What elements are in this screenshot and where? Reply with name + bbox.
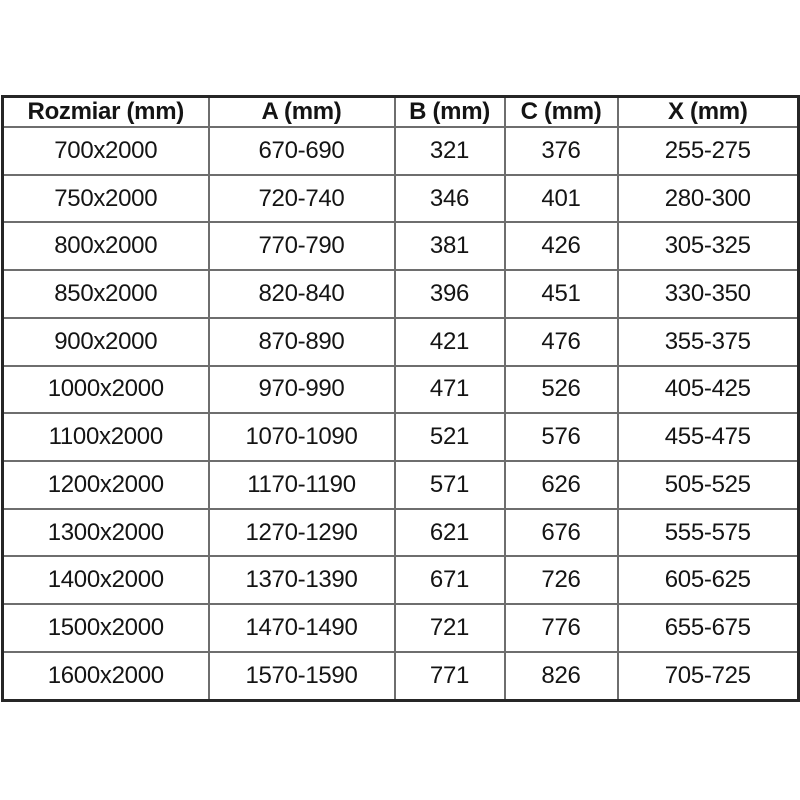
- cell-b: 671: [395, 556, 505, 604]
- size-table-body: [3, 127, 799, 701]
- cell-rozmiar: 850x2000: [3, 270, 209, 318]
- cell-a: 820-840: [209, 270, 395, 318]
- cell-b: 396: [395, 270, 505, 318]
- cell-a: 1570-1590: [209, 652, 395, 701]
- size-table-head: [3, 97, 799, 128]
- cell-x: 505-525: [618, 461, 799, 509]
- table-row: [3, 461, 799, 509]
- cell-a: 870-890: [209, 318, 395, 366]
- column-header-a: A (mm): [209, 97, 395, 128]
- cell-x: 280-300: [618, 175, 799, 223]
- cell-rozmiar: 1200x2000: [3, 461, 209, 509]
- cell-c: 426: [505, 222, 618, 270]
- column-header-rozmiar: Rozmiar (mm): [3, 97, 209, 128]
- cell-rozmiar: 1000x2000: [3, 366, 209, 414]
- header-row: [3, 97, 799, 128]
- cell-a: 670-690: [209, 127, 395, 175]
- cell-x: 655-675: [618, 604, 799, 652]
- cell-c: 826: [505, 652, 618, 701]
- cell-c: 776: [505, 604, 618, 652]
- cell-c: 526: [505, 366, 618, 414]
- cell-b: 621: [395, 509, 505, 557]
- cell-x: 555-575: [618, 509, 799, 557]
- cell-rozmiar: 1100x2000: [3, 413, 209, 461]
- table-row: [3, 509, 799, 557]
- cell-b: 471: [395, 366, 505, 414]
- cell-rozmiar: 800x2000: [3, 222, 209, 270]
- cell-rozmiar: 1300x2000: [3, 509, 209, 557]
- cell-a: 1170-1190: [209, 461, 395, 509]
- cell-c: 576: [505, 413, 618, 461]
- table-row: [3, 270, 799, 318]
- cell-a: 1470-1490: [209, 604, 395, 652]
- cell-b: 521: [395, 413, 505, 461]
- table-row: [3, 556, 799, 604]
- table-row: [3, 127, 799, 175]
- cell-rozmiar: 1400x2000: [3, 556, 209, 604]
- cell-a: 1070-1090: [209, 413, 395, 461]
- table-row: [3, 604, 799, 652]
- table-row: [3, 413, 799, 461]
- cell-x: 355-375: [618, 318, 799, 366]
- cell-rozmiar: 700x2000: [3, 127, 209, 175]
- table-row: [3, 366, 799, 414]
- cell-x: 305-325: [618, 222, 799, 270]
- cell-x: 705-725: [618, 652, 799, 701]
- cell-a: 1370-1390: [209, 556, 395, 604]
- cell-a: 970-990: [209, 366, 395, 414]
- cell-rozmiar: 900x2000: [3, 318, 209, 366]
- table-row: [3, 222, 799, 270]
- cell-x: 405-425: [618, 366, 799, 414]
- table-row: [3, 652, 799, 701]
- cell-c: 676: [505, 509, 618, 557]
- cell-rozmiar: 1600x2000: [3, 652, 209, 701]
- column-header-c: C (mm): [505, 97, 618, 128]
- cell-b: 571: [395, 461, 505, 509]
- cell-a: 770-790: [209, 222, 395, 270]
- size-table: [1, 95, 800, 702]
- column-header-b: B (mm): [395, 97, 505, 128]
- cell-c: 726: [505, 556, 618, 604]
- cell-a: 1270-1290: [209, 509, 395, 557]
- cell-b: 421: [395, 318, 505, 366]
- cell-c: 401: [505, 175, 618, 223]
- cell-a: 720-740: [209, 175, 395, 223]
- cell-x: 255-275: [618, 127, 799, 175]
- cell-c: 376: [505, 127, 618, 175]
- cell-b: 381: [395, 222, 505, 270]
- cell-c: 476: [505, 318, 618, 366]
- cell-b: 321: [395, 127, 505, 175]
- cell-x: 455-475: [618, 413, 799, 461]
- table-row: [3, 318, 799, 366]
- cell-b: 771: [395, 652, 505, 701]
- size-table-container: [1, 95, 799, 702]
- cell-x: 330-350: [618, 270, 799, 318]
- cell-b: 721: [395, 604, 505, 652]
- table-row: [3, 175, 799, 223]
- cell-c: 626: [505, 461, 618, 509]
- cell-rozmiar: 1500x2000: [3, 604, 209, 652]
- column-header-x: X (mm): [618, 97, 799, 128]
- cell-b: 346: [395, 175, 505, 223]
- cell-x: 605-625: [618, 556, 799, 604]
- cell-c: 451: [505, 270, 618, 318]
- cell-rozmiar: 750x2000: [3, 175, 209, 223]
